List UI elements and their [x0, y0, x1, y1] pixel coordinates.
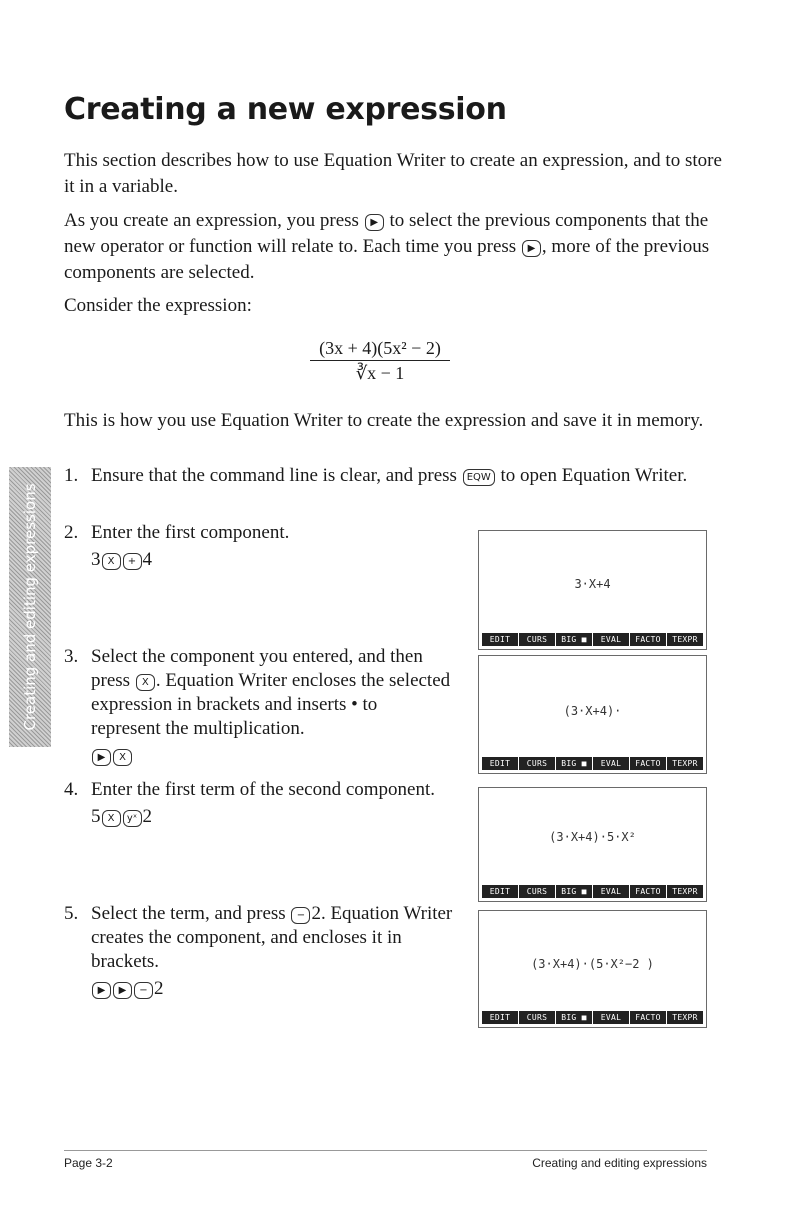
keystroke-sequence	[91, 805, 451, 829]
eqw-key-icon: EQW	[463, 469, 495, 486]
right-arrow-key-icon: ▶	[92, 982, 111, 999]
keystroke-digit: 2	[154, 978, 164, 999]
step-text	[91, 464, 711, 488]
step-text	[91, 778, 451, 829]
softkey-edit[interactable]: EDIT	[482, 633, 518, 646]
keystroke-digit: 3	[91, 549, 101, 570]
multiply-key-icon: X	[136, 674, 155, 691]
paragraph-text: to select the previous components that the new operator or function will relate to. Each time you press	[64, 210, 709, 257]
keystroke-sequence	[91, 977, 461, 1001]
calculator-screen-3	[478, 787, 707, 902]
screen-expression: (3·X+4)·(5·X²−2 )	[531, 957, 654, 971]
formula-denominator: ∛x − 1	[355, 363, 405, 383]
yx-key-icon: yˣ	[123, 810, 142, 827]
right-arrow-key-icon: ▶	[365, 214, 384, 231]
chapter-side-tab	[9, 467, 51, 747]
step-text-part: Enter the first component.	[91, 522, 290, 543]
chapter-name: Creating and editing expressions	[532, 1156, 707, 1170]
selection-paragraph	[64, 208, 724, 286]
step-number: 3.	[64, 646, 79, 667]
softkey-big[interactable]: BIG ■	[556, 757, 592, 770]
softkey-menu	[482, 757, 703, 770]
softkey-curs[interactable]: CURS	[519, 885, 555, 898]
softkey-big[interactable]: BIG ■	[556, 633, 592, 646]
step-text-part: Select the component you entered, and then press	[91, 646, 423, 691]
softkey-facto[interactable]: FACTO	[630, 757, 666, 770]
step-text-part: Enter the first term of the second component.	[91, 779, 436, 800]
softkey-big[interactable]: BIG ■	[556, 1011, 592, 1024]
softkey-curs[interactable]: CURS	[519, 1011, 555, 1024]
right-arrow-key-icon: ▶	[522, 240, 541, 257]
step-number: 2.	[64, 522, 79, 543]
softkey-facto[interactable]: FACTO	[630, 1011, 666, 1024]
step-text-part: Ensure that the command line is clear, and press	[91, 465, 457, 486]
step-text	[91, 902, 461, 1001]
calculator-screen-2	[478, 655, 707, 774]
screen-expression: (3·X+4)·	[563, 704, 622, 718]
plus-key-icon: +	[123, 553, 142, 570]
consider-paragraph: Consider the expression:	[64, 295, 252, 316]
keystroke-digit: 4	[142, 549, 152, 570]
paragraph-text: As you create an expression, you press	[64, 210, 359, 231]
softkey-edit[interactable]: EDIT	[482, 757, 518, 770]
minus-key-icon: −	[291, 907, 310, 924]
softkey-facto[interactable]: FACTO	[630, 885, 666, 898]
calculator-screen-1	[478, 530, 707, 650]
softkey-texpr[interactable]: TEXPR	[667, 633, 703, 646]
softkey-big[interactable]: BIG ■	[556, 885, 592, 898]
keystroke-digit: 2	[142, 806, 152, 827]
softkey-facto[interactable]: FACTO	[630, 633, 666, 646]
howto-paragraph: This is how you use Equation Writer to create the expression and save it in memory.	[64, 410, 704, 431]
step-text-part: 2. Equation Writer creates the component, and encloses it in brackets.	[91, 903, 453, 972]
softkey-eval[interactable]: EVAL	[593, 1011, 629, 1024]
page-number: Page 3-2	[64, 1156, 113, 1170]
multiply-key-icon: X	[113, 749, 132, 766]
softkey-menu	[482, 885, 703, 898]
softkey-edit[interactable]: EDIT	[482, 885, 518, 898]
x-key-icon: X	[102, 553, 121, 570]
step-number: 1.	[64, 465, 79, 486]
minus-key-icon: −	[134, 982, 153, 999]
step-number: 5.	[64, 903, 79, 924]
keystroke-sequence	[91, 548, 289, 572]
right-arrow-key-icon: ▶	[113, 982, 132, 999]
right-arrow-key-icon: ▶	[92, 749, 111, 766]
softkey-texpr[interactable]: TEXPR	[667, 885, 703, 898]
softkey-menu	[482, 1011, 703, 1024]
softkey-curs[interactable]: CURS	[519, 633, 555, 646]
screen-expression: 3·X+4	[574, 577, 611, 591]
intro-paragraph: This section describes how to use Equation Writer to create an expression, and to store it in a variable.	[64, 150, 722, 197]
softkey-curs[interactable]: CURS	[519, 757, 555, 770]
step-text-part: . Equation Writer encloses the selected expression in brackets and inserts • to represent the multiplication.	[91, 670, 451, 739]
step-number: 4.	[64, 779, 79, 800]
x-key-icon: X	[102, 810, 121, 827]
formula-numerator: (3x + 4)(5x² − 2)	[310, 332, 450, 361]
softkey-menu	[482, 633, 703, 646]
softkey-edit[interactable]: EDIT	[482, 1011, 518, 1024]
step-text-part: Select the term, and press	[91, 903, 286, 924]
step-text-part: to open Equation Writer.	[500, 465, 688, 486]
paragraph-text: , more of the previous components are selected.	[64, 236, 710, 283]
softkey-eval[interactable]: EVAL	[593, 757, 629, 770]
calculator-screen-4	[478, 910, 707, 1028]
page-title: Creating a new expression	[64, 92, 507, 127]
step-text	[91, 645, 451, 768]
softkey-texpr[interactable]: TEXPR	[667, 1011, 703, 1024]
example-formula	[280, 332, 480, 384]
softkey-eval[interactable]: EVAL	[593, 885, 629, 898]
keystroke-sequence	[91, 744, 451, 768]
footer-divider	[64, 1150, 707, 1151]
screen-expression: (3·X+4)·5·X²	[549, 830, 636, 844]
softkey-eval[interactable]: EVAL	[593, 633, 629, 646]
keystroke-digit: 5	[91, 806, 101, 827]
step-text	[91, 521, 289, 572]
softkey-texpr[interactable]: TEXPR	[667, 757, 703, 770]
side-tab-label: Creating and editing expressions	[21, 483, 39, 731]
